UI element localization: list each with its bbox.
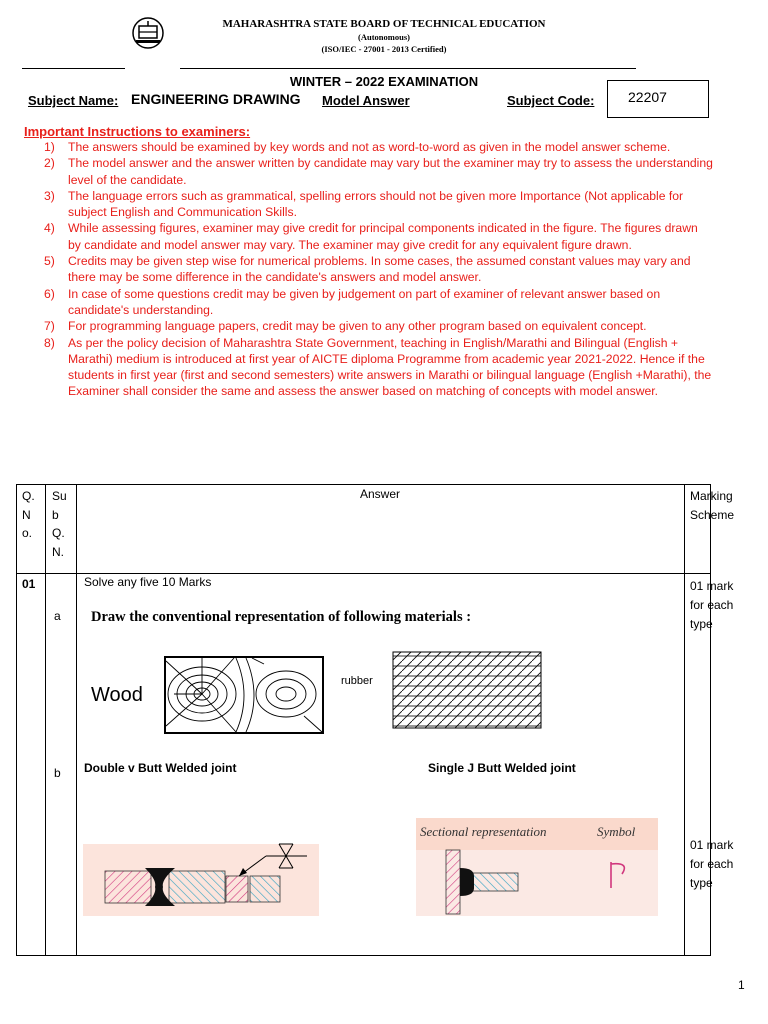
instruction-item: 2) The model answer and the answer written by candidate may vary but the examiner may try to assess the understanding level of the candidate. xyxy=(44,156,713,187)
symbol-label: Symbol xyxy=(597,824,636,839)
sectional-label: Sectional representation xyxy=(420,824,547,839)
col-subq-header: Su b Q. N. xyxy=(52,489,67,559)
instruction-item: 6) In case of some questions credit may be given by judgement on part of examiner of relevant answer based on candidate's understanding. xyxy=(44,286,661,317)
subject-name: ENGINEERING DRAWING xyxy=(131,91,301,107)
col-marking-header: Marking Scheme xyxy=(690,489,735,522)
rubber-label: rubber xyxy=(341,675,373,687)
wood-representation xyxy=(164,656,324,739)
subject-name-label: Subject Name: xyxy=(28,93,119,108)
exam-title: WINTER – 2022 EXAMINATION xyxy=(289,74,479,89)
instruction-item: 8) As per the policy decision of Maharashtra State Government, teaching in English/Marathi and Bilingual (English + Marathi) medium is introduced at first year of AICTE diploma Programme from academic year 2021-2022. Hence if the students in first year (first and second semesters) write answers in Marathi or bilingual language (English +Marathi), the Examiner shall consider the same and assess the answer based on matching of concepts with model answer. xyxy=(44,335,712,399)
marks-b: 01 mark for each type xyxy=(690,838,734,890)
double-v-label: Double v Butt Welded joint xyxy=(84,761,237,775)
instruction-item: 4) While assessing figures, examiner may give credit for principal components indicated in the figure. The figures drawn by candidate and model answer may vary. The examiner may give credit for any equivalent figure drawn. xyxy=(44,221,698,252)
page-number: 1 xyxy=(738,978,745,992)
board-name: MAHARASHTRA STATE BOARD OF TECHNICAL EDUCATION xyxy=(222,18,546,30)
sub-question-a: a xyxy=(54,609,61,623)
double-v-weld-figure xyxy=(83,818,319,921)
sub-question-b: b xyxy=(54,766,61,780)
instruction-item: 1) The answers should be examined by key words and not as word-to-word as given in the model answer scheme. xyxy=(44,140,671,154)
instructions-heading: Important Instructions to examiners: xyxy=(24,124,251,139)
instruction-item: 7) For programming language papers, credit may be given to any other program based on equivalent concept. xyxy=(44,319,647,334)
single-j-label: Single J Butt Welded joint xyxy=(428,761,576,775)
question-a-text: Draw the conventional representation of following materials : xyxy=(91,609,472,625)
subject-code: 22207 xyxy=(628,89,667,105)
marks-a: 01 mark for each type xyxy=(690,579,734,631)
col-qno-header: Q. N o. xyxy=(22,489,35,540)
question-number: 01 xyxy=(22,577,36,591)
instruction-item: 5) Credits may be given step wise for numerical problems. In some cases, the assumed constant values may vary and there may be some difference in the candidate's answers and model answer. xyxy=(44,254,691,285)
wood-label: Wood xyxy=(91,684,143,706)
rubber-representation xyxy=(392,651,542,734)
autonomous-label: (Autonomous) xyxy=(358,32,410,42)
subject-code-label: Subject Code: xyxy=(507,93,595,108)
header-rule-right xyxy=(180,68,636,69)
model-answer-label: Model Answer xyxy=(322,93,410,108)
instructions-list xyxy=(24,139,714,400)
col-answer-header: Answer xyxy=(359,487,400,501)
solve-any-five: Solve any five 10 Marks xyxy=(84,575,212,589)
subject-code-box xyxy=(607,80,709,118)
header-rule-left xyxy=(22,68,125,69)
instructions xyxy=(24,124,714,400)
certified-label: (ISO/IEC - 27001 - 2013 Certified) xyxy=(321,44,447,54)
instruction-item: 3) The language errors such as grammatical, spelling errors should not be given more Importance (Not applicable for subject English and Communication Skills. xyxy=(44,188,684,220)
